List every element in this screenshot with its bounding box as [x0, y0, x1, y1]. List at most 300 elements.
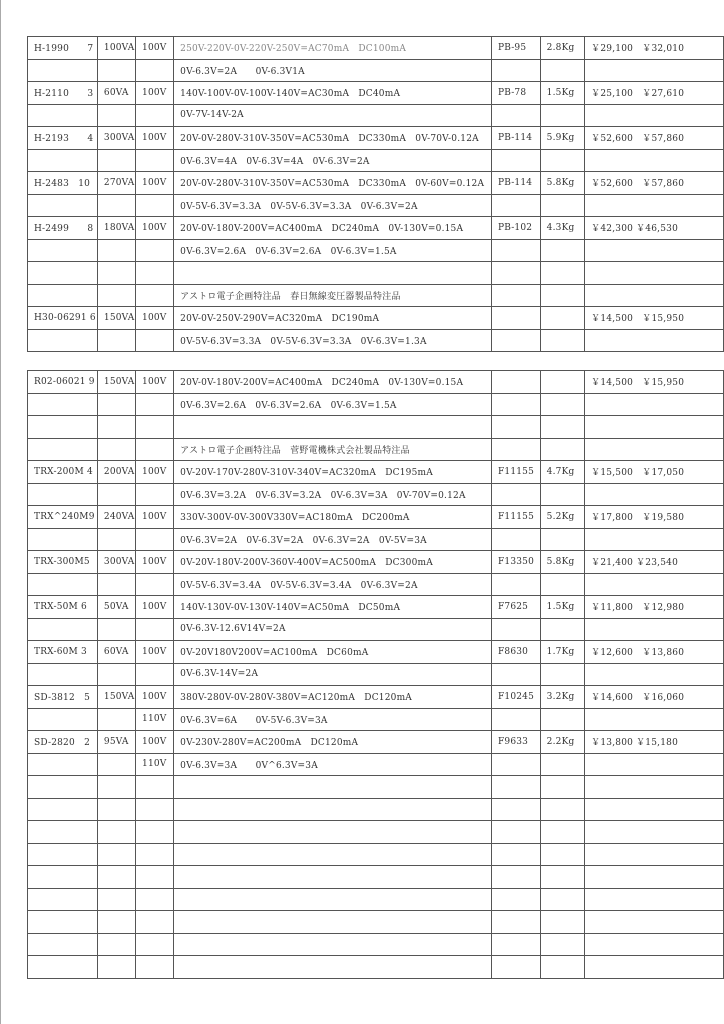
table-row [28, 37, 724, 60]
input-voltage-cell [136, 663, 174, 686]
capacity-cell [97, 438, 135, 461]
price-cell [585, 866, 724, 889]
case-cell [491, 371, 540, 394]
table-row [28, 371, 724, 394]
weight-cell [540, 149, 584, 172]
price-cell [585, 843, 724, 866]
case-cell [491, 866, 540, 889]
winding-spec-cell: 20V-0V-180V-200V=AC400mA DC240mA 0V-130V=0.15A [174, 217, 492, 240]
capacity-cell [97, 663, 135, 686]
capacity-cell [97, 262, 135, 285]
input-voltage-cell [136, 776, 174, 799]
transformer-table-upper [27, 36, 724, 352]
input-voltage-cell [136, 239, 174, 262]
price-cell [585, 194, 724, 217]
price-cell [585, 393, 724, 416]
weight-cell: 5.9Kg [540, 127, 584, 150]
transformer-table-lower [27, 370, 724, 979]
input-voltage-cell: 100V [136, 217, 174, 240]
winding-spec-cell: 20V-0V-180V-200V=AC400mA DC240mA 0V-130V=0.15A [174, 371, 492, 394]
model-cell [28, 956, 98, 979]
model-cell [28, 798, 98, 821]
table-row [28, 284, 724, 307]
input-voltage-cell: 100V [136, 127, 174, 150]
capacity-cell [97, 329, 135, 352]
case-cell: F8630 [491, 641, 540, 664]
price-cell [585, 59, 724, 82]
table-row [28, 866, 724, 889]
capacity-cell: 200VA [97, 461, 135, 484]
weight-cell [540, 821, 584, 844]
case-cell [491, 329, 540, 352]
capacity-cell [97, 194, 135, 217]
winding-spec-cell [174, 843, 492, 866]
model-cell [28, 821, 98, 844]
case-cell [491, 843, 540, 866]
case-cell [491, 663, 540, 686]
winding-spec-cell: 20V-0V-280V-310V-350V=AC530mA DC330mA 0V-60V=0.12A [174, 172, 492, 195]
weight-cell [540, 798, 584, 821]
price-cell [585, 239, 724, 262]
weight-cell [540, 663, 584, 686]
table-row [28, 596, 724, 619]
capacity-cell [97, 798, 135, 821]
weight-cell: 3.2Kg [540, 686, 584, 709]
winding-spec-cell: 0V-20V180V200V=AC100mA DC60mA [174, 641, 492, 664]
table-row [28, 776, 724, 799]
price-cell [585, 933, 724, 956]
table-row [28, 551, 724, 574]
weight-cell: 4.3Kg [540, 217, 584, 240]
model-cell: H-1990 7 [28, 37, 98, 60]
case-cell [491, 239, 540, 262]
weight-cell [540, 573, 584, 596]
input-voltage-cell: 110V [136, 708, 174, 731]
table-row [28, 194, 724, 217]
model-cell [28, 911, 98, 934]
price-cell: ￥15,500 ￥17,050 [585, 461, 724, 484]
table-row [28, 127, 724, 150]
case-cell [491, 708, 540, 731]
winding-spec-cell [174, 416, 492, 439]
price-cell [585, 416, 724, 439]
winding-spec-cell [174, 888, 492, 911]
table-row [28, 59, 724, 82]
weight-cell [540, 59, 584, 82]
input-voltage-cell: 100V [136, 172, 174, 195]
case-cell: PB-95 [491, 37, 540, 60]
case-cell: F9633 [491, 731, 540, 754]
price-cell: ￥52,600 ￥57,860 [585, 172, 724, 195]
capacity-cell: 300VA [97, 127, 135, 150]
table-row [28, 618, 724, 641]
capacity-cell [97, 416, 135, 439]
case-cell [491, 933, 540, 956]
winding-spec-cell: 0V-6.3V=4A 0V-6.3V=4A 0V-6.3V=2A [174, 149, 492, 172]
case-cell: PB-114 [491, 172, 540, 195]
table-row [28, 528, 724, 551]
winding-spec-cell: 250V-220V-0V-220V-250V=AC70mA DC100mA [174, 37, 492, 60]
capacity-cell: 100VA [97, 37, 135, 60]
model-cell [28, 573, 98, 596]
page-edge [0, 0, 1, 1024]
price-cell [585, 956, 724, 979]
input-voltage-cell: 100V [136, 82, 174, 105]
winding-spec-cell: 380V-280V-0V-280V-380V=AC120mA DC120mA [174, 686, 492, 709]
case-cell [491, 104, 540, 127]
capacity-cell [97, 866, 135, 889]
weight-cell [540, 708, 584, 731]
weight-cell [540, 843, 584, 866]
price-cell [585, 262, 724, 285]
table-row [28, 911, 724, 934]
winding-spec-cell: 0V-5V-6.3V=3.3A 0V-5V-6.3V=3.3A 0V-6.3V=2A [174, 194, 492, 217]
case-cell [491, 956, 540, 979]
input-voltage-cell [136, 821, 174, 844]
input-voltage-cell: 100V [136, 551, 174, 574]
weight-cell [540, 194, 584, 217]
input-voltage-cell [136, 798, 174, 821]
winding-spec-cell: 0V-7V-14V-2A [174, 104, 492, 127]
winding-spec-cell: 0V-6.3V=3A 0V^6.3V=3A [174, 753, 492, 776]
case-cell: PB-114 [491, 127, 540, 150]
input-voltage-cell [136, 284, 174, 307]
winding-spec-cell: 0V-6.3V=6A 0V-5V-6.3V=3A [174, 708, 492, 731]
capacity-cell [97, 888, 135, 911]
weight-cell: 1.5Kg [540, 596, 584, 619]
case-cell: F11155 [491, 506, 540, 529]
weight-cell: 5.8Kg [540, 551, 584, 574]
weight-cell [540, 753, 584, 776]
model-cell [28, 708, 98, 731]
winding-spec-cell: 140V-100V-0V-100V-140V=AC30mA DC40mA [174, 82, 492, 105]
table-row [28, 933, 724, 956]
table-row [28, 393, 724, 416]
weight-cell [540, 104, 584, 127]
winding-spec-cell: 0V-6.3V=3.2A 0V-6.3V=3.2A 0V-6.3V=3A 0V-70V=0.12A [174, 483, 492, 506]
weight-cell [540, 371, 584, 394]
capacity-cell: 60VA [97, 641, 135, 664]
weight-cell [540, 307, 584, 330]
model-cell [28, 663, 98, 686]
capacity-cell: 150VA [97, 371, 135, 394]
input-voltage-cell: 100V [136, 731, 174, 754]
capacity-cell: 95VA [97, 731, 135, 754]
case-cell [491, 483, 540, 506]
winding-spec-cell: 0V-6.3V=2A 0V-6.3V1A [174, 59, 492, 82]
case-cell [491, 911, 540, 934]
input-voltage-cell [136, 262, 174, 285]
winding-spec-cell [174, 911, 492, 934]
input-voltage-cell: 100V [136, 506, 174, 529]
model-cell: TRX-60M 3 [28, 641, 98, 664]
capacity-cell [97, 104, 135, 127]
table-row [28, 731, 724, 754]
table-row [28, 239, 724, 262]
input-voltage-cell [136, 59, 174, 82]
case-cell [491, 59, 540, 82]
case-cell [491, 149, 540, 172]
capacity-cell [97, 911, 135, 934]
case-cell [491, 393, 540, 416]
winding-spec-cell [174, 866, 492, 889]
weight-cell [540, 416, 584, 439]
input-voltage-cell [136, 194, 174, 217]
input-voltage-cell: 100V [136, 371, 174, 394]
table-row [28, 641, 724, 664]
input-voltage-cell [136, 393, 174, 416]
capacity-cell [97, 933, 135, 956]
input-voltage-cell: 100V [136, 686, 174, 709]
weight-cell [540, 239, 584, 262]
input-voltage-cell [136, 933, 174, 956]
weight-cell [540, 911, 584, 934]
price-cell: ￥14,500 ￥15,950 [585, 371, 724, 394]
input-voltage-cell [136, 573, 174, 596]
model-cell: H-2499 8 [28, 217, 98, 240]
price-cell [585, 438, 724, 461]
price-cell: ￥11,800 ￥12,980 [585, 596, 724, 619]
winding-spec-cell: 0V-20V-180V-200V-360V-400V=AC500mA DC300mA [174, 551, 492, 574]
winding-spec-cell: 0V-230V-280V=AC200mA DC120mA [174, 731, 492, 754]
weight-cell: 5.2Kg [540, 506, 584, 529]
capacity-cell [97, 284, 135, 307]
table-row [28, 573, 724, 596]
model-cell [28, 393, 98, 416]
price-cell [585, 104, 724, 127]
weight-cell: 2.2Kg [540, 731, 584, 754]
input-voltage-cell [136, 483, 174, 506]
case-cell: PB-78 [491, 82, 540, 105]
price-cell: ￥42,300 ￥46,530 [585, 217, 724, 240]
price-cell [585, 329, 724, 352]
table-row [28, 438, 724, 461]
table-row [28, 663, 724, 686]
table-row [28, 956, 724, 979]
model-cell: TRX-300M5 [28, 551, 98, 574]
price-cell [585, 911, 724, 934]
table-row [28, 461, 724, 484]
case-cell [491, 416, 540, 439]
input-voltage-cell [136, 149, 174, 172]
input-voltage-cell [136, 329, 174, 352]
winding-spec-cell [174, 933, 492, 956]
table-row [28, 217, 724, 240]
price-cell [585, 821, 724, 844]
model-cell: SD-2820 2 [28, 731, 98, 754]
capacity-cell: 60VA [97, 82, 135, 105]
model-cell [28, 776, 98, 799]
case-cell: F13350 [491, 551, 540, 574]
price-cell [585, 483, 724, 506]
table-row [28, 753, 724, 776]
weight-cell [540, 776, 584, 799]
price-cell: ￥29,100 ￥32,010 [585, 37, 724, 60]
winding-spec-cell: 0V-5V-6.3V=3.4A 0V-5V-6.3V=3.4A 0V-6.3V=2A [174, 573, 492, 596]
case-cell [491, 262, 540, 285]
table-row [28, 686, 724, 709]
case-cell [491, 284, 540, 307]
model-cell [28, 843, 98, 866]
weight-cell [540, 933, 584, 956]
price-cell [585, 798, 724, 821]
weight-cell [540, 438, 584, 461]
table-row [28, 172, 724, 195]
table-row [28, 506, 724, 529]
case-cell: F11155 [491, 461, 540, 484]
model-cell [28, 59, 98, 82]
input-voltage-cell [136, 888, 174, 911]
table-row [28, 888, 724, 911]
input-voltage-cell: 100V [136, 596, 174, 619]
winding-spec-cell [174, 262, 492, 285]
input-voltage-cell [136, 618, 174, 641]
capacity-cell [97, 483, 135, 506]
price-cell: ￥17,800 ￥19,580 [585, 506, 724, 529]
model-cell [28, 149, 98, 172]
winding-spec-cell: 0V-6.3V-12.6V14V=2A [174, 618, 492, 641]
input-voltage-cell: 110V [136, 753, 174, 776]
capacity-cell: 150VA [97, 307, 135, 330]
capacity-cell: 300VA [97, 551, 135, 574]
winding-spec-cell: 20V-0V-280V-310V-350V=AC530mA DC330mA 0V-70V-0.12A [174, 127, 492, 150]
input-voltage-cell [136, 104, 174, 127]
model-cell: SD-3812 5 [28, 686, 98, 709]
capacity-cell [97, 149, 135, 172]
winding-spec-cell: アストロ電子企画特注品 菅野電機株式会社製品特注品 [174, 438, 492, 461]
capacity-cell [97, 821, 135, 844]
input-voltage-cell: 100V [136, 307, 174, 330]
model-cell: TRX-200M 4 [28, 461, 98, 484]
weight-cell: 1.7Kg [540, 641, 584, 664]
capacity-cell [97, 239, 135, 262]
capacity-cell [97, 843, 135, 866]
winding-spec-cell [174, 821, 492, 844]
price-cell [585, 663, 724, 686]
price-cell: ￥21,400 ￥23,540 [585, 551, 724, 574]
capacity-cell: 180VA [97, 217, 135, 240]
case-cell [491, 573, 540, 596]
model-cell [28, 194, 98, 217]
winding-spec-cell: 0V-6.3V=2.6A 0V-6.3V=2.6A 0V-6.3V=1.5A [174, 239, 492, 262]
weight-cell [540, 329, 584, 352]
capacity-cell [97, 708, 135, 731]
input-voltage-cell: 100V [136, 461, 174, 484]
weight-cell [540, 483, 584, 506]
input-voltage-cell: 100V [136, 641, 174, 664]
model-cell: TRX^240M9 [28, 506, 98, 529]
price-cell: ￥25,100 ￥27,610 [585, 82, 724, 105]
weight-cell [540, 866, 584, 889]
model-cell [28, 888, 98, 911]
case-cell: PB-102 [491, 217, 540, 240]
model-cell [28, 262, 98, 285]
model-cell [28, 866, 98, 889]
winding-spec-cell: アストロ電子企画特注品 春日無線変圧器製品特注品 [174, 284, 492, 307]
table-row [28, 149, 724, 172]
case-cell [491, 776, 540, 799]
winding-spec-cell: 0V-6.3V=2A 0V-6.3V=2A 0V-6.3V=2A 0V-5V=3A [174, 528, 492, 551]
input-voltage-cell [136, 438, 174, 461]
table-row [28, 104, 724, 127]
price-cell: ￥52,600 ￥57,860 [585, 127, 724, 150]
case-cell [491, 888, 540, 911]
price-cell: ￥14,600 ￥16,060 [585, 686, 724, 709]
weight-cell: 2.8Kg [540, 37, 584, 60]
weight-cell [540, 888, 584, 911]
case-cell: F10245 [491, 686, 540, 709]
weight-cell: 4.7Kg [540, 461, 584, 484]
model-cell [28, 284, 98, 307]
case-cell [491, 618, 540, 641]
input-voltage-cell [136, 866, 174, 889]
input-voltage-cell [136, 843, 174, 866]
table-row [28, 262, 724, 285]
capacity-cell: 240VA [97, 506, 135, 529]
case-cell [491, 753, 540, 776]
price-cell: ￥14,500 ￥15,950 [585, 307, 724, 330]
price-cell [585, 284, 724, 307]
weight-cell [540, 528, 584, 551]
price-cell [585, 888, 724, 911]
model-cell: TRX-50M 6 [28, 596, 98, 619]
table-row [28, 82, 724, 105]
model-cell [28, 416, 98, 439]
price-cell: ￥13,800 ￥15,180 [585, 731, 724, 754]
capacity-cell: 270VA [97, 172, 135, 195]
winding-spec-cell [174, 798, 492, 821]
model-cell [28, 753, 98, 776]
winding-spec-cell: 330V-300V-0V-300V330V=AC180mA DC200mA [174, 506, 492, 529]
table-body-lower [28, 371, 724, 979]
weight-cell [540, 393, 584, 416]
winding-spec-cell [174, 776, 492, 799]
capacity-cell [97, 393, 135, 416]
price-cell [585, 708, 724, 731]
input-voltage-cell [136, 528, 174, 551]
table-row [28, 329, 724, 352]
model-cell [28, 438, 98, 461]
model-cell [28, 618, 98, 641]
input-voltage-cell [136, 416, 174, 439]
model-cell [28, 239, 98, 262]
capacity-cell [97, 776, 135, 799]
capacity-cell [97, 59, 135, 82]
table-row [28, 821, 724, 844]
table-row [28, 798, 724, 821]
price-cell [585, 618, 724, 641]
weight-cell [540, 262, 584, 285]
model-cell [28, 933, 98, 956]
case-cell: F7625 [491, 596, 540, 619]
table-row [28, 307, 724, 330]
capacity-cell: 50VA [97, 596, 135, 619]
capacity-cell [97, 528, 135, 551]
weight-cell [540, 956, 584, 979]
input-voltage-cell: 100V [136, 37, 174, 60]
case-cell [491, 307, 540, 330]
winding-spec-cell: 20V-0V-250V-290V=AC320mA DC190mA [174, 307, 492, 330]
model-cell: H-2193 4 [28, 127, 98, 150]
winding-spec-cell: 0V-6.3V=2.6A 0V-6.3V=2.6A 0V-6.3V=1.5A [174, 393, 492, 416]
winding-spec-cell [174, 956, 492, 979]
weight-cell [540, 284, 584, 307]
price-cell [585, 528, 724, 551]
table-row [28, 416, 724, 439]
winding-spec-cell: 0V-20V-170V-280V-310V-340V=AC320mA DC195mA [174, 461, 492, 484]
model-cell: H-2483 10 [28, 172, 98, 195]
capacity-cell [97, 753, 135, 776]
